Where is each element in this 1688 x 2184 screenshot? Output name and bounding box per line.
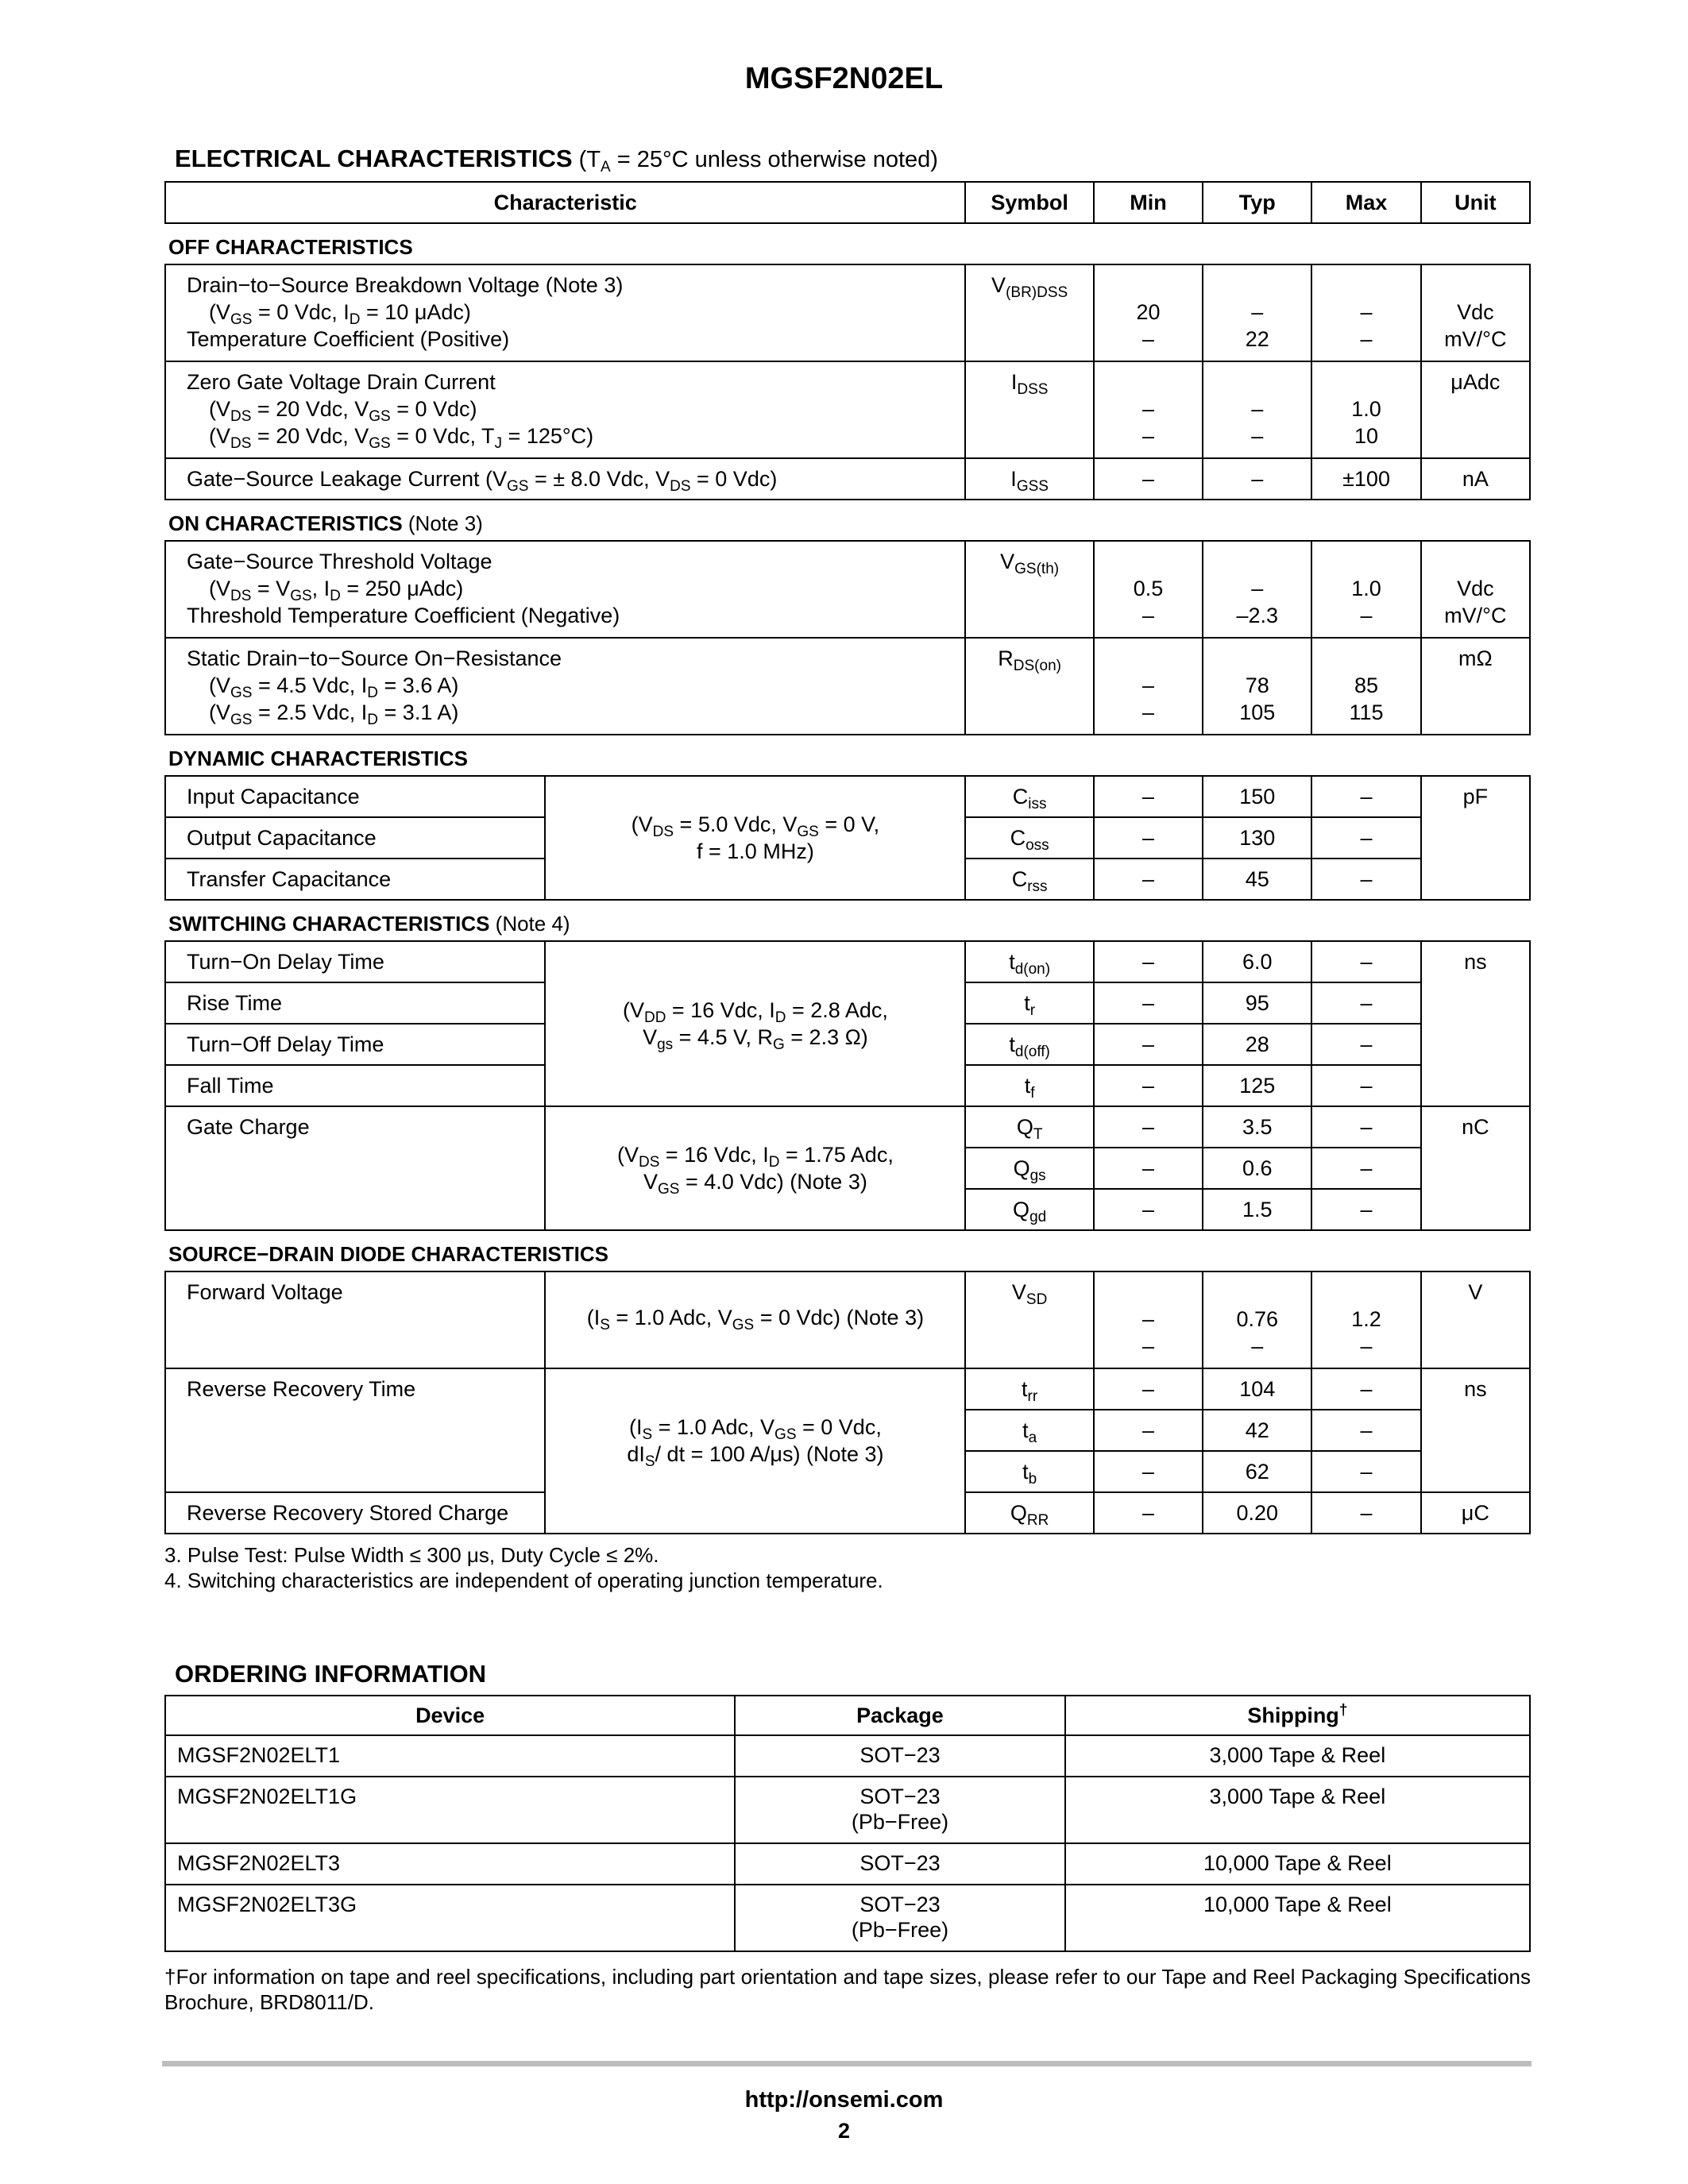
switching-test-conditions: ($V_{DD} = 16$ Vdc, $I_D = 2.8$ Adc, $V_{gs} = 4.5$ V, $R_G = 2.3$ Ω) [545, 941, 965, 1106]
col-shipping: Shipping† [1065, 1696, 1530, 1735]
col-max: Max [1311, 182, 1420, 223]
table-row: $Q_{gd}$ – 1.5 – [165, 1189, 1530, 1230]
ordering-footnote: †For information on tape and reel specifications, including part orientation and tape sizes, please refer to our Tape and Reel Packaging Specifications Brochure, BRD8011/D. [164, 1965, 1531, 2014]
note-3: 3. Pulse Test: Pulse Width ≤ 300 μs, Duty Cycle ≤ 2%. [164, 1543, 659, 1567]
electrical-characteristics-table [164, 181, 1531, 1534]
col-symbol: Symbol [965, 182, 1094, 223]
row-on-resistance: Static Drain−to−Source On−Resistance ($V_{GS} = 4.5$ Vdc, $I_D = 3.6$ A) ($V_{GS} = 2.5$ Vdc, $I_D = 3.1$ A) [165, 638, 965, 735]
table-row: MGSF2N02ELT3 SOT−23 10,000 Tape & Reel [165, 1843, 1530, 1885]
table-row: Gate Charge ($V_{DS} = 16$ Vdc, $I_D = 1.75$ Adc, $V_{GS} = 4.0$ Vdc) (Note 3) $Q_T$ – 3.5 – nC [165, 1106, 1530, 1148]
row-reverse-recovery-charge: Reverse Recovery Stored Charge [165, 1492, 545, 1534]
ordering-information-title: ORDERING INFORMATION [175, 1660, 487, 1688]
col-typ: Typ [1203, 182, 1311, 223]
table-header-row [165, 182, 1530, 223]
row-gate-charge: Gate Charge [165, 1106, 545, 1230]
row-zero-gate-voltage-drain-current: Zero Gate Voltage Drain Current ($V_{DS} = 20$ Vdc, $V_{GS} = 0$ Vdc) ($V_{DS} = 20$ Vdc, $V_{GS} = 0$ Vdc, $T_J = 125^\circ C$) [165, 361, 965, 458]
forward-voltage-test-conditions: ($I_S = 1.0$ Adc, $V_{GS} = 0$ Vdc) (Note 3) [545, 1271, 965, 1368]
row-turn-on-delay: Turn−On Delay Time [165, 941, 545, 982]
electrical-characteristics-title: ELECTRICAL CHARACTERISTICS ($T_A = 25^\circ C$ unless otherwise noted) [175, 145, 938, 176]
row-reverse-recovery-time: Reverse Recovery Time [165, 1368, 545, 1492]
col-min: Min [1094, 182, 1203, 223]
table-row: Fall Time $t_f$ – 125 – [165, 1065, 1530, 1106]
row-output-capacitance: Output Capacitance [165, 817, 545, 859]
table-row: $t_a$ – 42 – [165, 1410, 1530, 1451]
row-transfer-capacitance: Transfer Capacitance [165, 859, 545, 900]
row-forward-voltage: Forward Voltage [165, 1271, 545, 1368]
dynamic-test-conditions: ($V_{DS} = 5.0$ Vdc, $V_{GS} = 0$ V, f = 1.0 MHz) [545, 776, 965, 900]
row-rise-time: Rise Time [165, 982, 545, 1024]
group-dynamic-characteristics: DYNAMIC CHARACTERISTICS [165, 735, 1530, 776]
table-row: $Q_{gs}$ – 0.6 – [165, 1148, 1530, 1189]
group-switching-characteristics: SWITCHING CHARACTERISTICS (Note 4) [165, 900, 1530, 941]
table-row: Turn−Off Delay Time $t_{d(off)}$ – 28 – [165, 1024, 1530, 1065]
table-row: Forward Voltage ($I_S = 1.0$ Adc, $V_{GS} = 0$ Vdc) (Note 3) $V_{SD}$ – – 0.76 – 1.2 – V [165, 1271, 1530, 1368]
table-row: Reverse Recovery Stored Charge $Q_{RR}$ – 0.20 – μC [165, 1492, 1530, 1534]
ordering-header-row [165, 1696, 1530, 1735]
footer-url-link[interactable]: http://onsemi.com [744, 2087, 944, 2113]
page-number: 2 [837, 2119, 851, 2143]
page-title: MGSF2N02EL [744, 62, 944, 95]
table-row: MGSF2N02ELT1 SOT−23 3,000 Tape & Reel [165, 1735, 1530, 1777]
table-row: Reverse Recovery Time ($I_S = 1.0$ Adc, $V_{GS} = 0$ Vdc, $dI_S/$ dt = 100 A/μs) (Note 3) $t_{rr}$ – 104 – ns [165, 1368, 1530, 1410]
table-row: Gate−Source Threshold Voltage ($V_{DS} = V_{GS}$, $I_D = 250$ μAdc) Threshold Temperature Coefficient (Negative) $V_{GS(th)}$ 0.5 – – –2.3 1.0 – Vdc mV/°C [165, 541, 1530, 638]
row-turn-off-delay: Turn−Off Delay Time [165, 1024, 545, 1065]
gate-charge-test-conditions: ($V_{DS} = 16$ Vdc, $I_D = 1.75$ Adc, $V_{GS} = 4.0$ Vdc) (Note 3) [545, 1106, 965, 1230]
table-row: Turn−On Delay Time ($V_{DD} = 16$ Vdc, $I_D = 2.8$ Adc, $V_{gs} = 4.5$ V, $R_G = 2.3$ Ω) $t_{d(on)}$ – 6.0 – ns [165, 941, 1530, 982]
table-row: $t_b$ – 62 – [165, 1451, 1530, 1492]
table-row: Drain−to−Source Breakdown Voltage (Note 3) ($V_{GS} = 0$ Vdc, $I_D = 10$ μAdc) Temperature Coefficient (Positive) $V_{(BR)DSS}$ 20 – – 22 – – Vdc mV/°C [165, 264, 1530, 361]
table-row: Transfer Capacitance $C_{rss}$ – 45 – [165, 859, 1530, 900]
table-row: Rise Time $t_r$ – 95 – [165, 982, 1530, 1024]
col-device: Device [165, 1696, 735, 1735]
row-gate-source-leakage: Gate−Source Leakage Current ($V_{GS}$ = ± 8.0 Vdc, $V_{DS} = 0$ Vdc) [165, 458, 965, 500]
row-input-capacitance: Input Capacitance [165, 776, 545, 817]
group-off-characteristics: OFF CHARACTERISTICS [165, 223, 1530, 264]
group-on-characteristics: ON CHARACTERISTICS (Note 3) [165, 500, 1530, 541]
table-row: MGSF2N02ELT3G SOT−23 (Pb−Free) 10,000 Tape & Reel [165, 1885, 1530, 1951]
row-threshold-voltage: Gate−Source Threshold Voltage ($V_{DS} = V_{GS}$, $I_D = 250$ μAdc) Threshold Temperature Coefficient (Negative) [165, 541, 965, 638]
col-package: Package [735, 1696, 1065, 1735]
table-row: MGSF2N02ELT1G SOT−23 (Pb−Free) 3,000 Tape & Reel [165, 1777, 1530, 1843]
table-row: Zero Gate Voltage Drain Current ($V_{DS} = 20$ Vdc, $V_{GS} = 0$ Vdc) ($V_{DS} = 20$ Vdc, $V_{GS} = 0$ Vdc, $T_J = 125^\circ C$) $I_{DSS}$ – – – – 1.0 10 μAdc [165, 361, 1530, 458]
footer-divider [162, 2061, 1532, 2066]
table-row: Input Capacitance ($V_{DS} = 5.0$ Vdc, $V_{GS} = 0$ V, f = 1.0 MHz) $C_{iss}$ – 150 – pF [165, 776, 1530, 817]
ordering-table [164, 1695, 1531, 1952]
note-4: 4. Switching characteristics are independent of operating junction temperature. [164, 1569, 883, 1592]
col-characteristic: Characteristic [165, 182, 965, 223]
table-row: Static Drain−to−Source On−Resistance ($V_{GS} = 4.5$ Vdc, $I_D = 3.6$ A) ($V_{GS} = 2.5$ Vdc, $I_D = 3.1$ A) $R_{DS(on)}$ – – 78 105 85 115 mΩ [165, 638, 1530, 735]
table-row: Output Capacitance $C_{oss}$ – 130 – [165, 817, 1530, 859]
group-source-drain-diode: SOURCE−DRAIN DIODE CHARACTERISTICS [165, 1230, 1530, 1271]
row-breakdown-voltage: Drain−to−Source Breakdown Voltage (Note 3) ($V_{GS} = 0$ Vdc, $I_D = 10$ μAdc) Temperature Coefficient (Positive) [165, 264, 965, 361]
table-row: Gate−Source Leakage Current ($V_{GS}$ = ± 8.0 Vdc, $V_{DS} = 0$ Vdc) $I_{GSS}$ – – ±100 nA [165, 458, 1530, 500]
row-fall-time: Fall Time [165, 1065, 545, 1106]
reverse-recovery-test-conditions: ($I_S = 1.0$ Adc, $V_{GS} = 0$ Vdc, $dI_S/$ dt = 100 A/μs) (Note 3) [545, 1368, 965, 1534]
col-unit: Unit [1421, 182, 1530, 223]
